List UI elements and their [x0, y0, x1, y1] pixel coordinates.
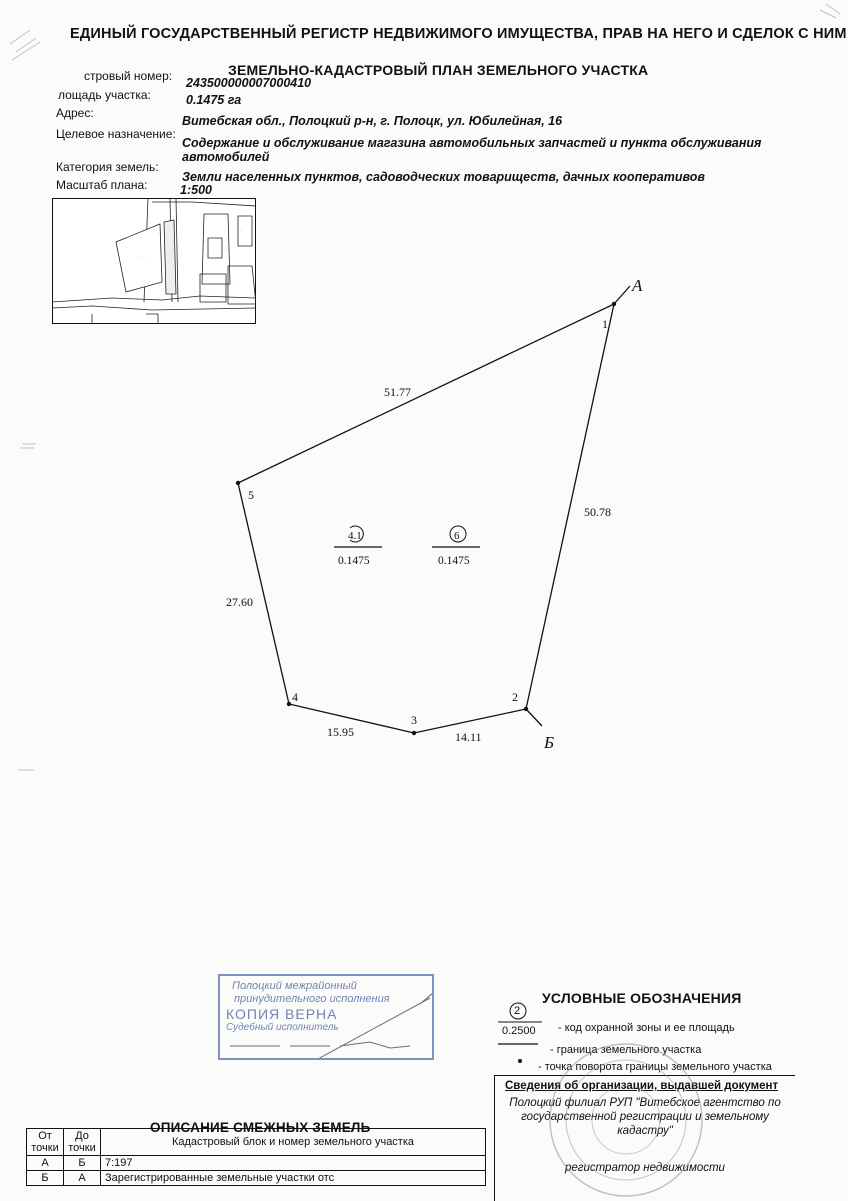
signature: [220, 976, 432, 1058]
area-value: 0.1475 га: [186, 93, 242, 107]
row1-desc: 7:197: [101, 1156, 486, 1171]
category-value: Земли населенных пунктов, садоводческих товариществ, дачных кооперативов: [182, 170, 705, 184]
svg-text:· ·: · ·: [202, 287, 206, 291]
turn-point-1: [612, 302, 616, 306]
distance-5-1: 51.77: [384, 385, 411, 399]
point-label-5: 5: [248, 488, 254, 502]
copy-stamp: [218, 974, 434, 1060]
legend-point-text: - точка поворота границы земельного участка: [538, 1061, 772, 1073]
distance-4-5: 27.60: [226, 595, 253, 609]
distance-1-2: 50.78: [584, 505, 611, 519]
col-desc-header: Кадастровый блок и номер земельного участка: [101, 1129, 486, 1156]
direction-line-a: [614, 286, 630, 304]
svg-text:· ·: · ·: [234, 283, 238, 287]
col-to-header: До точки: [64, 1129, 101, 1156]
turn-point-3: [412, 731, 416, 735]
point-label-3: 3: [411, 713, 417, 727]
legend-zone-code: 2: [514, 1005, 521, 1017]
scale-label: Масштаб плана:: [56, 178, 148, 192]
cadastral-label: стровый номер:: [84, 69, 173, 83]
org-text: Полоцкий филиал РУП "Витебское агентство по государственной регистрации и земельному кадастру": [509, 1097, 781, 1137]
turn-point-2: [524, 707, 528, 711]
turn-point-5: [236, 481, 240, 485]
cadastral-value: 243500000007000410: [186, 76, 312, 90]
legend-boundary-text: - граница земельного участка: [550, 1044, 702, 1056]
category-label: Категория земель:: [56, 160, 159, 174]
legend-title: УСЛОВНЫЕ ОБОЗНАЧЕНИЯ: [542, 990, 742, 1006]
parcel-plan: [0, 270, 848, 760]
row2-desc: Зарегистрированные земельные участки отс: [101, 1171, 486, 1186]
address-label: Адрес:: [56, 106, 94, 120]
row2-from: Б: [27, 1171, 64, 1186]
stamp-line-2: принудительного исполнения: [234, 993, 390, 1005]
zone2-code: 6: [454, 530, 460, 542]
org-title: Сведения об организации, выдавшей документ: [505, 1080, 779, 1092]
svg-text:· ·: · ·: [240, 229, 244, 233]
point-label-2: 2: [512, 690, 518, 704]
area-label: лощадь участка:: [58, 88, 151, 102]
table-row: [27, 1156, 486, 1171]
zone2-area: 0.1475: [438, 555, 470, 567]
registrar-title: регистратор недвижимости: [565, 1162, 725, 1174]
parcel-boundary: [238, 304, 614, 733]
svg-text:· · ·: · · ·: [140, 255, 146, 259]
purpose-value: Содержание и обслуживание магазина автомобильных запчастей и пункта обслуживания автомобилей: [182, 136, 762, 164]
stamp-line-1: Полоцкий межрайонный: [232, 980, 357, 992]
distance-3-4: 15.95: [327, 725, 354, 739]
row1-to: Б: [64, 1156, 101, 1171]
address-value: Витебская обл., Полоцкий р-н, г. Полоцк, ул. Юбилейная, 16: [182, 114, 563, 128]
svg-text:· ·: · ·: [210, 245, 214, 249]
adjacent-title: ОПИСАНИЕ СМЕЖНЫХ ЗЕМЕЛЬ: [150, 1120, 371, 1135]
turn-point-4: [287, 702, 291, 706]
stamp-line-3: КОПИЯ ВЕРНА: [226, 1006, 338, 1022]
zone1-area: 0.1475: [338, 555, 370, 567]
col-from-header: От точки: [27, 1129, 64, 1156]
legend-zone-text: - код охранной зоны и ее площадь: [558, 1022, 735, 1034]
scale-value: 1:500: [180, 183, 212, 197]
row1-from: А: [27, 1156, 64, 1171]
direction-a-label: А: [632, 276, 643, 295]
table-row: [27, 1171, 486, 1186]
zone1-code: 4.1: [348, 530, 362, 542]
direction-b-label: Б: [544, 733, 555, 752]
adjacent-lands-table: [26, 1128, 486, 1186]
distance-2-3: 14.11: [455, 730, 482, 744]
register-title: ЕДИНЫЙ ГОСУДАРСТВЕННЫЙ РЕГИСТР НЕДВИЖИМОГО ИМУЩЕСТВА, ПРАВ НА НЕГО И СДЕЛОК С НИМ: [70, 26, 847, 42]
point-label-4: 4: [292, 690, 298, 704]
purpose-label: Целевое назначение:: [56, 127, 176, 141]
legend-zone-area: 0.2500: [502, 1025, 536, 1037]
stamp-line-4: Судебный исполнитель: [226, 1022, 339, 1033]
direction-line-b: [526, 709, 542, 726]
point-label-1: 1: [602, 317, 608, 331]
svg-text:· ·: · ·: [168, 259, 172, 263]
round-seal: [540, 1028, 710, 1200]
plan-title: ЗЕМЕЛЬНО-КАДАСТРОВЫЙ ПЛАН ЗЕМЕЛЬНОГО УЧАСТКА: [228, 62, 649, 78]
row2-to: А: [64, 1171, 101, 1186]
adjacent-header-row: [27, 1129, 486, 1156]
